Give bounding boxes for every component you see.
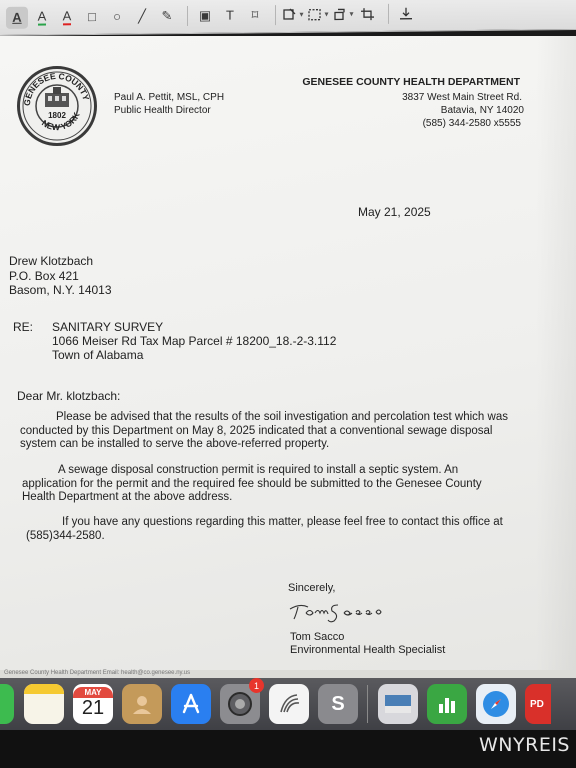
re-block <box>52 320 336 362</box>
paragraph-results: Please be advised that the results of the soil investigation and percolation test which was conducted by this Department on May 8, 2025 indicated that a conventional sewage disposal system can be installed to serve the above-referred property. <box>20 411 508 450</box>
seal-top-text: GENESEE COUNTY <box>21 70 92 107</box>
re-parcel: 1066 Meiser Rd Tax Map Parcel # 18200_18.-2-3.112 <box>52 334 337 348</box>
adjust-icon[interactable] <box>395 2 417 24</box>
crop-icon[interactable] <box>357 3 379 25</box>
re-label: RE: <box>13 320 34 334</box>
dock <box>0 678 576 730</box>
recipient-city: Basom, N.Y. 14013 <box>9 283 112 297</box>
signer-title: Environmental Health Specialist <box>290 644 446 656</box>
recipient-po-box: P.O. Box 421 <box>9 268 79 283</box>
pdf-app-icon[interactable] <box>525 684 551 724</box>
seal-year: 1802 <box>48 111 66 120</box>
rotate-icon[interactable]: ▾ <box>332 3 354 25</box>
calendar-day: 21 <box>81 697 105 719</box>
sketch-app-icon[interactable] <box>269 684 309 724</box>
calendar-app-icon[interactable] <box>73 684 113 724</box>
numbers-app-icon[interactable] <box>427 684 467 724</box>
re-subject: SANITARY SURVEY <box>52 320 164 334</box>
text-style-icon[interactable]: A <box>37 8 47 24</box>
note-icon[interactable]: ⌑ <box>251 6 259 22</box>
sketch-icon[interactable]: A <box>6 6 28 28</box>
county-seal <box>17 66 97 146</box>
ellipse-icon[interactable]: ○ <box>113 8 121 24</box>
toolbar-divider <box>275 5 276 25</box>
department-name: GENESEE COUNTY HEALTH DEPARTMENT <box>302 76 520 88</box>
calendar-month: MAY <box>73 687 113 698</box>
director-title: Public Health Director <box>114 105 211 116</box>
rectangle-icon[interactable]: □ <box>88 8 96 25</box>
re-town: Town of Alabama <box>52 348 144 362</box>
text-icon[interactable]: T <box>226 7 234 23</box>
text-color-icon[interactable]: A <box>56 6 78 28</box>
department-city: Batavia, NY 14020 <box>440 105 524 116</box>
department-block <box>302 76 524 130</box>
watermark: WNYREIS <box>479 734 570 756</box>
letter-footer: Genesee County Health Department Email: health@co.genesee.ny.us <box>0 670 576 678</box>
pdf-app-label: PD <box>530 698 544 710</box>
preview-app-icon[interactable] <box>378 684 418 724</box>
department-street: 3837 West Main Street Rd. <box>402 92 522 103</box>
recipient-name: Drew Klotzbach <box>9 254 94 268</box>
letter-document <box>0 36 576 678</box>
dock-divider <box>367 685 368 723</box>
contacts-app-icon[interactable] <box>122 684 162 724</box>
toolbar-divider <box>187 6 188 26</box>
notes-app-icon[interactable] <box>24 684 64 724</box>
app-store-icon[interactable] <box>171 684 211 724</box>
border-style-icon[interactable]: ▾ <box>307 3 329 25</box>
paragraph-permit: A sewage disposal construction permit is required to install a septic system. An application for the permit and the required fee should be submitted to the Genesee County Health Department at the above address. <box>22 464 482 503</box>
simplenote-letter: S <box>331 692 345 715</box>
shape-style-icon[interactable]: ▾ <box>282 3 304 25</box>
seal-bottom-text: NEW YORK <box>40 110 82 133</box>
department-phone: (585) 344-2580 x5555 <box>422 118 521 129</box>
letter-date: May 21, 2025 <box>358 205 431 219</box>
markup-toolbar <box>0 0 576 36</box>
dock-app-partial[interactable] <box>0 684 14 724</box>
line-icon[interactable]: ╱ <box>138 7 146 24</box>
director-block <box>114 91 224 117</box>
simplenote-app-icon[interactable] <box>318 684 358 724</box>
safari-app-icon[interactable] <box>476 684 516 724</box>
paragraph-contact: If you have any questions regarding this matter, please feel free to contact this office at (585)344-2580. <box>26 516 503 542</box>
signer-block <box>290 631 445 657</box>
closing: Sincerely, <box>288 582 336 594</box>
image-icon[interactable]: ▣ <box>198 7 212 23</box>
director-name: Paul A. Pettit, MSL, CPH <box>114 92 225 103</box>
greeting: Dear Mr. klotzbach: <box>17 389 121 403</box>
toolbar-divider <box>388 3 389 23</box>
recipient-address <box>9 254 112 298</box>
handwritten-signature <box>286 597 386 623</box>
system-settings-icon[interactable] <box>220 680 260 724</box>
paper-shadow <box>536 36 576 678</box>
notification-badge: 1 <box>249 678 264 693</box>
signer-name: Tom Sacco <box>290 631 345 643</box>
draw-icon[interactable]: ✎ <box>161 7 173 23</box>
